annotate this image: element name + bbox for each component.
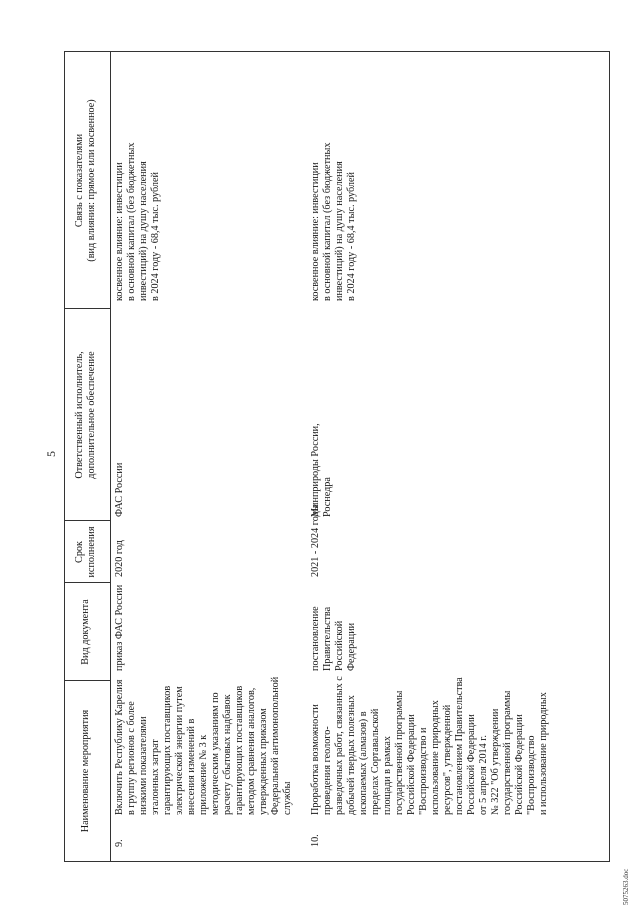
table-top-border (64, 51, 65, 861)
row-9-term: 2020 год (114, 540, 125, 577)
row-10-doc-type: постановление Правительства Российской Федерации (310, 606, 357, 671)
table-right-border (64, 51, 610, 52)
row-10-link: косвенное влияние: инвестиции в основной капитал (без бюджетных инвестиций) на душу населения в 2024 году - 68,4 тыс. рублей (310, 142, 357, 301)
row-9-doc-type: приказ ФАС России (114, 584, 125, 671)
row-9-num: 9. (114, 839, 125, 847)
row-9-link: косвенное влияние: инвестиции в основной капитал (без бюджетных инвестиций) на душу населения в 2024 году - 68,4 тыс. рублей (114, 142, 161, 301)
row-9-responsible: ФАС России (114, 462, 125, 517)
table-header-border (110, 51, 111, 861)
header-responsible: Ответственный исполнитель, дополнительное обеспечение (74, 351, 97, 479)
row-10-name: Проработка возможности проведения геолого- разведочных работ, связанных с добычей твердых полезных ископаемых (алмазов) в пределах Сортавальской площади в рамках государственной программы Российской Федерации "Воспроизводство и использование природных ресурсов", утвержденной постановлением Правительства Российской Федерации от 5 апреля 2014 г. № 322 "Об утверждении государственной программы Российской Федерации "Воспроизводство и использование природных (310, 676, 549, 815)
row-10-num: 10. (310, 834, 321, 847)
header-link: Связь с показателями (вид влияния: прямое или косвенное) (74, 99, 97, 262)
row-9-name: Включить Республику Карелия в группу регионов с более низкими показателями эталонных затрат гарантирующих поставщиков электрической энергии путем внесения изменений в приложение № 3 к методическим указаниям по расчету сбытовых надбавок гарантирующих поставщиков методом сравнения аналогов, утвержденных приказом Федеральной антимонопольной службы (114, 676, 293, 815)
header-doc-type: Вид документа (80, 599, 91, 665)
row-10-term: 2021 - 2024 годы (310, 504, 321, 577)
header-name: Наименование мероприятия (80, 709, 91, 833)
table-left-border (64, 861, 610, 862)
header-term: Срок исполнения (74, 526, 97, 578)
table-bottom-border (609, 51, 610, 861)
footer-doc-id: 5075263.doc (622, 868, 630, 905)
row-10-responsible: Минприроды России, Роснедра (310, 423, 333, 517)
page-number: 5 (44, 451, 58, 457)
